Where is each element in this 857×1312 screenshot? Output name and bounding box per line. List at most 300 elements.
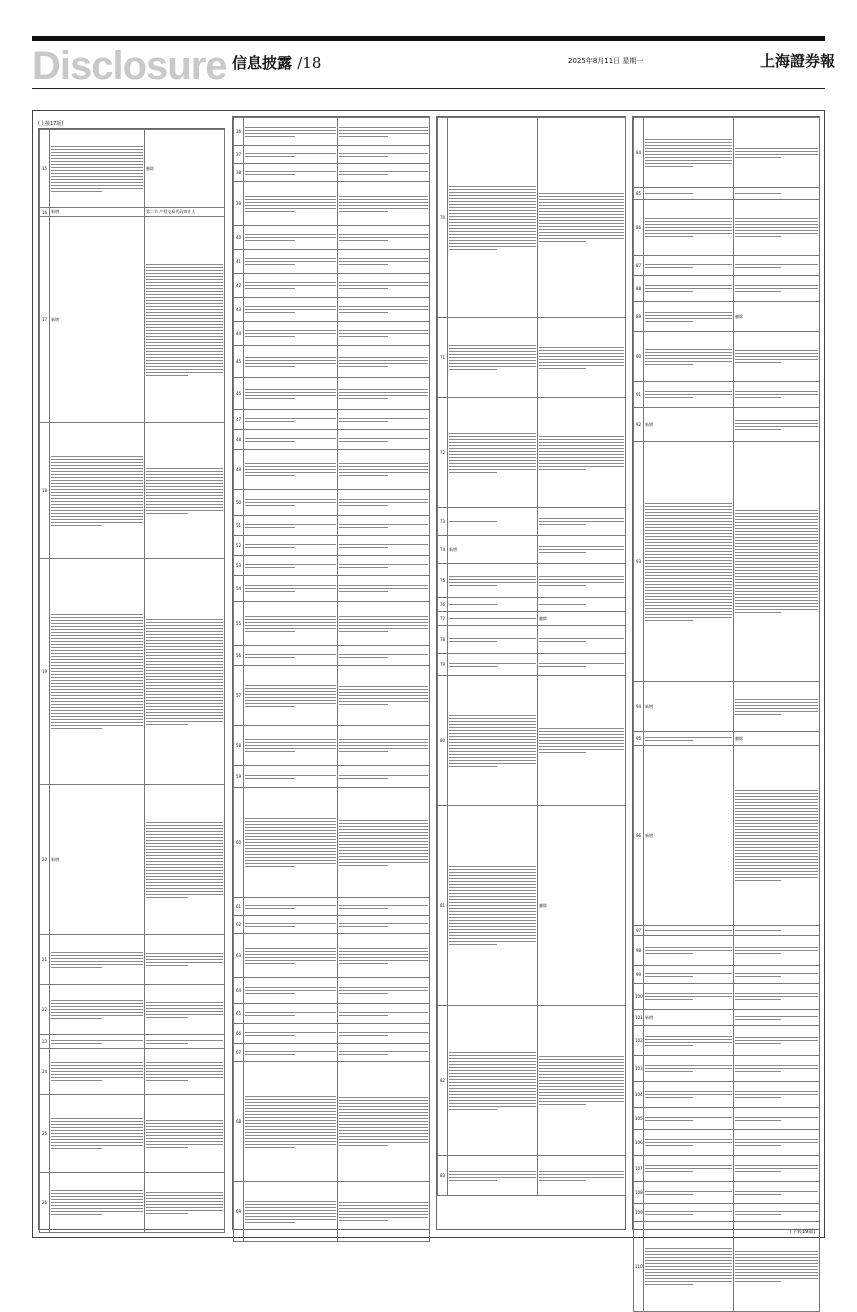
table-row bbox=[234, 934, 430, 978]
original-text-cell bbox=[644, 200, 734, 256]
revised-text-cell bbox=[338, 1044, 430, 1062]
table-row bbox=[234, 118, 430, 146]
row-number: 65 bbox=[234, 1004, 244, 1024]
original-text-cell bbox=[644, 302, 734, 332]
revised-text-cell bbox=[338, 916, 430, 934]
table-row bbox=[234, 646, 430, 666]
row-number: 100 bbox=[634, 984, 644, 1010]
original-text-cell bbox=[244, 322, 338, 346]
original-text-cell: 新增 bbox=[644, 408, 734, 442]
revised-text-cell bbox=[338, 182, 430, 226]
revised-text-cell bbox=[338, 490, 430, 516]
revised-text-cell bbox=[338, 726, 430, 766]
revised-text-cell bbox=[734, 188, 820, 200]
row-number: 67 bbox=[234, 1044, 244, 1062]
row-number: 61 bbox=[234, 898, 244, 916]
revised-text-cell bbox=[734, 926, 820, 936]
table-row bbox=[234, 726, 430, 766]
table-row bbox=[634, 382, 820, 408]
row-number: 93 bbox=[634, 442, 644, 682]
row-number: 96 bbox=[634, 746, 644, 926]
table-row bbox=[234, 298, 430, 322]
row-number: 106 bbox=[634, 1130, 644, 1156]
revised-text-cell bbox=[338, 602, 430, 646]
revised-text-cell bbox=[338, 766, 430, 788]
revised-text-cell: 删除 bbox=[145, 130, 225, 208]
table-row bbox=[634, 682, 820, 732]
revised-text-cell bbox=[338, 274, 430, 298]
table-row bbox=[234, 182, 430, 226]
table-row bbox=[438, 676, 626, 806]
row-number: 24 bbox=[40, 1049, 50, 1095]
row-number: 54 bbox=[234, 576, 244, 602]
original-text-cell bbox=[244, 788, 338, 898]
row-number: 17 bbox=[40, 217, 50, 423]
row-number: 42 bbox=[234, 274, 244, 298]
row-number: 74 bbox=[438, 536, 448, 564]
original-text-cell bbox=[244, 378, 338, 410]
continued-to-label: (下转19版) bbox=[790, 1229, 816, 1235]
original-text-cell bbox=[448, 564, 538, 598]
revised-text-cell bbox=[338, 164, 430, 182]
original-text-cell bbox=[244, 410, 338, 430]
revised-text-cell bbox=[145, 1035, 225, 1049]
row-number: 50 bbox=[234, 490, 244, 516]
table-row bbox=[634, 442, 820, 682]
row-number: 107 bbox=[634, 1156, 644, 1182]
table-row bbox=[634, 732, 820, 746]
table-row bbox=[634, 1156, 820, 1182]
original-text-cell bbox=[644, 966, 734, 984]
original-text-cell bbox=[644, 732, 734, 746]
original-text-cell bbox=[244, 118, 338, 146]
row-number: 99 bbox=[634, 966, 644, 984]
revised-text-cell bbox=[338, 788, 430, 898]
row-number: 46 bbox=[234, 378, 244, 410]
row-number: 26 bbox=[40, 1173, 50, 1233]
row-number: 48 bbox=[234, 430, 244, 450]
original-text-cell bbox=[244, 666, 338, 726]
row-number: 89 bbox=[634, 302, 644, 332]
row-number: 101 bbox=[634, 1010, 644, 1026]
table-row bbox=[438, 536, 626, 564]
table-row bbox=[438, 318, 626, 398]
revised-text-cell bbox=[538, 118, 626, 318]
original-text-cell bbox=[244, 490, 338, 516]
revised-text-cell bbox=[338, 898, 430, 916]
original-text-cell bbox=[244, 934, 338, 978]
row-number: 86 bbox=[634, 200, 644, 256]
table-row bbox=[234, 450, 430, 490]
table-row bbox=[234, 536, 430, 556]
original-text-cell bbox=[644, 1082, 734, 1108]
row-number: 90 bbox=[634, 332, 644, 382]
revised-text-cell bbox=[338, 322, 430, 346]
row-number: 103 bbox=[634, 1056, 644, 1082]
original-text-cell bbox=[50, 935, 145, 985]
original-text-cell bbox=[244, 978, 338, 1004]
table-row bbox=[634, 1222, 820, 1312]
table-row bbox=[234, 766, 430, 788]
row-number: 39 bbox=[234, 182, 244, 226]
revised-text-cell bbox=[145, 935, 225, 985]
revised-text-cell bbox=[538, 598, 626, 612]
row-number: 91 bbox=[634, 382, 644, 408]
masthead-bottom-rule bbox=[32, 88, 825, 89]
original-text-cell bbox=[50, 1173, 145, 1233]
column-3 bbox=[436, 116, 626, 1230]
revised-text-cell: 删除 bbox=[734, 732, 820, 746]
revised-text-cell bbox=[538, 626, 626, 654]
table-row bbox=[634, 408, 820, 442]
row-number: 79 bbox=[438, 654, 448, 676]
original-text-cell bbox=[244, 146, 338, 164]
table-row bbox=[40, 935, 225, 985]
row-number: 95 bbox=[634, 732, 644, 746]
original-text-cell bbox=[644, 188, 734, 200]
revised-text-cell bbox=[338, 934, 430, 978]
revised-text-cell bbox=[734, 1082, 820, 1108]
masthead-brand: Disclosure bbox=[32, 44, 227, 88]
revised-text-cell: 删除 bbox=[538, 806, 626, 1006]
table-row bbox=[40, 423, 225, 559]
original-text-cell bbox=[448, 318, 538, 398]
original-text-cell bbox=[244, 1044, 338, 1062]
table-row bbox=[40, 1035, 225, 1049]
table-row bbox=[438, 1006, 626, 1156]
original-text-cell bbox=[644, 926, 734, 936]
table-row bbox=[634, 1130, 820, 1156]
revised-text-cell bbox=[538, 398, 626, 508]
row-number: 104 bbox=[634, 1082, 644, 1108]
table-row bbox=[634, 332, 820, 382]
row-number: 77 bbox=[438, 612, 448, 626]
revised-text-cell bbox=[338, 1062, 430, 1182]
row-number: 97 bbox=[634, 926, 644, 936]
original-text-cell bbox=[644, 276, 734, 302]
row-number: 18 bbox=[40, 423, 50, 559]
row-number: 84 bbox=[634, 118, 644, 188]
revised-text-cell bbox=[338, 576, 430, 602]
row-number: 52 bbox=[234, 536, 244, 556]
original-text-cell bbox=[644, 1026, 734, 1056]
original-text-cell bbox=[448, 118, 538, 318]
original-text-cell bbox=[644, 1222, 734, 1312]
original-text-cell bbox=[244, 182, 338, 226]
table-row bbox=[438, 1156, 626, 1196]
column-1 bbox=[38, 128, 225, 1230]
row-number: 41 bbox=[234, 250, 244, 274]
original-text-cell bbox=[244, 646, 338, 666]
row-number: 80 bbox=[438, 676, 448, 806]
revised-text-cell bbox=[145, 559, 225, 785]
original-text-cell bbox=[448, 626, 538, 654]
table-row bbox=[634, 746, 820, 926]
original-text-cell bbox=[644, 1056, 734, 1082]
row-number: 23 bbox=[40, 1035, 50, 1049]
revised-text-cell bbox=[338, 118, 430, 146]
original-text-cell bbox=[244, 274, 338, 298]
row-number: 75 bbox=[438, 564, 448, 598]
original-text-cell: 新增 bbox=[448, 536, 538, 564]
original-text-cell bbox=[50, 1095, 145, 1173]
table-row bbox=[634, 1026, 820, 1056]
revised-text-cell bbox=[338, 430, 430, 450]
original-text-cell bbox=[244, 556, 338, 576]
original-text-cell bbox=[644, 332, 734, 382]
table-row bbox=[234, 410, 430, 430]
revised-text-cell bbox=[538, 318, 626, 398]
original-text-cell bbox=[244, 298, 338, 322]
table-row bbox=[234, 1062, 430, 1182]
table-row bbox=[234, 602, 430, 646]
row-number: 20 bbox=[40, 785, 50, 935]
row-number: 71 bbox=[438, 318, 448, 398]
original-text-cell bbox=[448, 676, 538, 806]
table-row bbox=[40, 985, 225, 1035]
original-text-cell bbox=[50, 559, 145, 785]
original-text-cell bbox=[448, 654, 538, 676]
original-text-cell bbox=[244, 450, 338, 490]
revised-text-cell bbox=[538, 536, 626, 564]
table-row bbox=[234, 1024, 430, 1044]
revised-text-cell bbox=[538, 654, 626, 676]
row-number: 85 bbox=[634, 188, 644, 200]
row-number: 47 bbox=[234, 410, 244, 430]
table-row bbox=[634, 1010, 820, 1026]
table-row bbox=[438, 806, 626, 1006]
table-row bbox=[634, 926, 820, 936]
table-row bbox=[634, 1182, 820, 1204]
table-row bbox=[634, 1082, 820, 1108]
table-row bbox=[234, 490, 430, 516]
original-text-cell bbox=[644, 442, 734, 682]
row-number: 82 bbox=[438, 1006, 448, 1156]
row-number: 78 bbox=[438, 626, 448, 654]
revised-text-cell bbox=[338, 556, 430, 576]
table-row bbox=[234, 978, 430, 1004]
row-number: 94 bbox=[634, 682, 644, 732]
revised-text-cell bbox=[734, 936, 820, 966]
row-number: 16 bbox=[40, 208, 50, 217]
original-text-cell bbox=[448, 508, 538, 536]
original-text-cell: 新增 bbox=[644, 682, 734, 732]
original-text-cell bbox=[644, 936, 734, 966]
row-number: 40 bbox=[234, 226, 244, 250]
table-row bbox=[40, 1173, 225, 1233]
revised-text-cell bbox=[338, 378, 430, 410]
table-row bbox=[234, 164, 430, 182]
row-number: 109 bbox=[634, 1204, 644, 1222]
table-row bbox=[438, 508, 626, 536]
row-number: 43 bbox=[234, 298, 244, 322]
table-row bbox=[438, 564, 626, 598]
original-text-cell bbox=[244, 1062, 338, 1182]
table-row bbox=[234, 430, 430, 450]
table-row bbox=[234, 146, 430, 164]
revised-text-cell bbox=[145, 1049, 225, 1095]
table-row bbox=[40, 785, 225, 935]
original-text-cell bbox=[644, 118, 734, 188]
section-title-text: 信息披露 bbox=[232, 54, 293, 72]
revised-text-cell bbox=[734, 682, 820, 732]
revised-text-cell bbox=[734, 256, 820, 276]
original-text-cell bbox=[50, 130, 145, 208]
row-number: 53 bbox=[234, 556, 244, 576]
row-number: 73 bbox=[438, 508, 448, 536]
revised-text-cell bbox=[338, 1024, 430, 1044]
table-row bbox=[234, 916, 430, 934]
amendment-table-3 bbox=[437, 117, 626, 1196]
original-text-cell bbox=[50, 1035, 145, 1049]
original-text-cell bbox=[448, 612, 538, 626]
table-row bbox=[234, 516, 430, 536]
row-number: 63 bbox=[234, 934, 244, 978]
revised-text-cell bbox=[734, 442, 820, 682]
row-number: 83 bbox=[438, 1156, 448, 1196]
row-number: 87 bbox=[634, 256, 644, 276]
amendment-table-2 bbox=[233, 117, 430, 1242]
revised-text-cell bbox=[734, 1010, 820, 1026]
table-row bbox=[634, 188, 820, 200]
row-number: 38 bbox=[234, 164, 244, 182]
column-2 bbox=[232, 116, 430, 1230]
revised-text-cell bbox=[734, 382, 820, 408]
revised-text-cell bbox=[734, 984, 820, 1010]
table-row bbox=[234, 274, 430, 298]
table-row bbox=[234, 1004, 430, 1024]
original-text-cell bbox=[50, 1049, 145, 1095]
row-number: 25 bbox=[40, 1095, 50, 1173]
original-text-cell bbox=[644, 1108, 734, 1130]
revised-text-cell bbox=[338, 516, 430, 536]
table-row bbox=[634, 302, 820, 332]
original-text-cell bbox=[244, 430, 338, 450]
revised-text-cell bbox=[734, 118, 820, 188]
row-number: 49 bbox=[234, 450, 244, 490]
table-row bbox=[634, 1108, 820, 1130]
revised-text-cell bbox=[734, 1156, 820, 1182]
row-number: 98 bbox=[634, 936, 644, 966]
amendment-table-1 bbox=[39, 129, 225, 1233]
row-number: 70 bbox=[438, 118, 448, 318]
row-number: 105 bbox=[634, 1108, 644, 1130]
original-text-cell bbox=[244, 1182, 338, 1242]
revised-text-cell bbox=[145, 217, 225, 423]
original-text-cell: 新增 bbox=[50, 217, 145, 423]
revised-text-cell bbox=[734, 1108, 820, 1130]
original-text-cell bbox=[448, 398, 538, 508]
row-number: 21 bbox=[40, 935, 50, 985]
table-row bbox=[438, 598, 626, 612]
row-number: 36 bbox=[234, 118, 244, 146]
table-row bbox=[634, 200, 820, 256]
original-text-cell bbox=[50, 985, 145, 1035]
table-row bbox=[234, 346, 430, 378]
table-row bbox=[438, 398, 626, 508]
section-title bbox=[232, 52, 321, 73]
table-row bbox=[234, 898, 430, 916]
revised-text-cell bbox=[734, 408, 820, 442]
original-text-cell bbox=[244, 898, 338, 916]
revised-text-cell bbox=[338, 1182, 430, 1242]
table-row bbox=[40, 208, 225, 217]
table-row bbox=[634, 118, 820, 188]
table-row bbox=[438, 118, 626, 318]
revised-text-cell bbox=[338, 346, 430, 378]
row-number: 57 bbox=[234, 666, 244, 726]
revised-text-cell bbox=[734, 1222, 820, 1312]
original-text-cell bbox=[448, 1156, 538, 1196]
table-row bbox=[234, 250, 430, 274]
table-row bbox=[438, 612, 626, 626]
table-row bbox=[438, 654, 626, 676]
original-text-cell bbox=[644, 1156, 734, 1182]
paper-name: 上海證券報 bbox=[760, 52, 836, 70]
table-row bbox=[634, 1056, 820, 1082]
table-row bbox=[234, 226, 430, 250]
revised-text-cell bbox=[538, 1156, 626, 1196]
revised-text-cell bbox=[734, 332, 820, 382]
original-text-cell bbox=[448, 1006, 538, 1156]
row-number: 110 bbox=[634, 1222, 644, 1312]
original-text-cell bbox=[644, 984, 734, 1010]
revised-text-cell bbox=[145, 785, 225, 935]
masthead-top-rule bbox=[32, 36, 825, 41]
row-number: 62 bbox=[234, 916, 244, 934]
table-row bbox=[438, 626, 626, 654]
table-row bbox=[634, 1204, 820, 1222]
original-text-cell bbox=[244, 164, 338, 182]
revised-text-cell bbox=[734, 1056, 820, 1082]
original-text-cell bbox=[50, 423, 145, 559]
row-number: 58 bbox=[234, 726, 244, 766]
row-number: 22 bbox=[40, 985, 50, 1035]
original-text-cell bbox=[644, 382, 734, 408]
table-row bbox=[40, 217, 225, 423]
revised-text-cell bbox=[338, 250, 430, 274]
revised-text-cell bbox=[734, 276, 820, 302]
revised-text-cell bbox=[734, 1182, 820, 1204]
row-number: 76 bbox=[438, 598, 448, 612]
revised-text-cell bbox=[734, 746, 820, 926]
table-row bbox=[40, 559, 225, 785]
amendment-table-4 bbox=[633, 117, 820, 1312]
revised-text-cell bbox=[338, 410, 430, 430]
original-text-cell bbox=[244, 346, 338, 378]
row-number: 66 bbox=[234, 1024, 244, 1044]
revised-text-cell bbox=[145, 423, 225, 559]
revised-text-cell bbox=[145, 985, 225, 1035]
table-row bbox=[234, 576, 430, 602]
table-row bbox=[234, 788, 430, 898]
table-row bbox=[234, 1182, 430, 1242]
original-text-cell bbox=[244, 516, 338, 536]
revised-text-cell bbox=[338, 146, 430, 164]
original-text-cell bbox=[448, 598, 538, 612]
row-number: 69 bbox=[234, 1182, 244, 1242]
original-text-cell: 新增 bbox=[644, 1010, 734, 1026]
revised-text-cell bbox=[145, 1173, 225, 1233]
revised-text-cell bbox=[538, 676, 626, 806]
revised-text-cell bbox=[338, 978, 430, 1004]
table-row bbox=[234, 1044, 430, 1062]
revised-text-cell bbox=[338, 666, 430, 726]
original-text-cell bbox=[244, 916, 338, 934]
table-row bbox=[40, 1095, 225, 1173]
row-number: 56 bbox=[234, 646, 244, 666]
row-number: 45 bbox=[234, 346, 244, 378]
